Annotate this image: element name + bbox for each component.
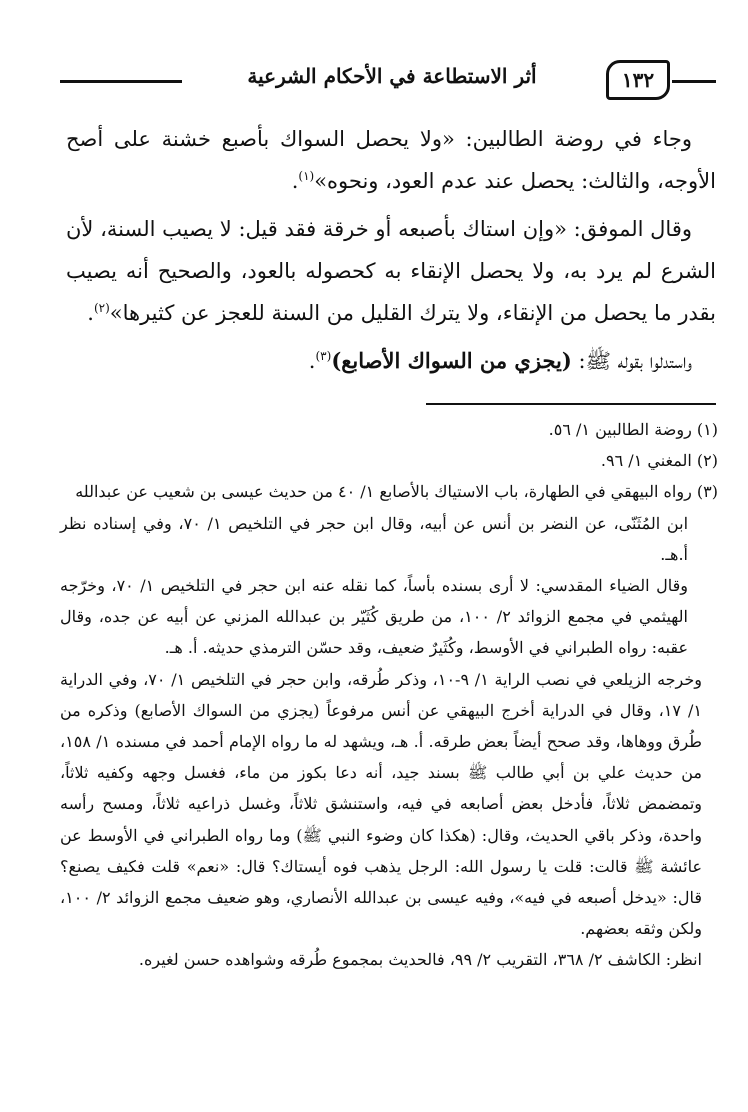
- paragraph-1-line-1: وجاء في روضة الطالبين: «ولا يحصل السواك بأصبع خشنة على أصح الأوجه،: [66, 127, 716, 193]
- paragraph-3: واستدلوا بقوله ﷺ: (يجزي من السواك الأصابع)$^{(٣)}$.: [308, 348, 692, 373]
- footnote-ref-3: (٣): [315, 349, 332, 363]
- footnote-1: (١) روضة الطالبين ١/ ٥٦.: [548, 420, 718, 439]
- paragraph-2: وقال الموفق: «وإن استاك بأصبعه أو خرقة فقد قيل: لا يصيب السنة، لأن الشرع لم يرد به، ولا يحصل الإنقاء به كحصوله بالعود، والصحيح أنه يصيب بقدر ما يحصل من الإنقاء، ولا يترك القليل من السنة للعجز عن كثيرها»$^{(٢)}$.: [66, 217, 716, 325]
- paragraph-3-text: واستدلوا بقوله ﷺ:: [571, 349, 692, 373]
- footnote-ref-2: (٢): [93, 301, 110, 315]
- paragraph-1: وجاء في روضة الطالبين: «ولا يحصل السواك بأصبع خشنة على أصح الأوجه، والثالث: يحصل عند عدم العود، ونحوه»$^{(١)}$.: [66, 127, 716, 193]
- header-rule-left: [60, 80, 182, 83]
- footnote-3-line-1: (٣) رواه البيهقي في الطهارة، باب الاستياك بالأصابع ١/ ٤٠ من حديث عيسى بن شعيب عن عبدالله: [75, 482, 718, 502]
- footnote-3-para-2: وقال الضياء المقدسي: لا أرى بسنده بأساً، كما نقله عنه ابن حجر في التلخيص ١/ ٧٠، وخرّجه الهيثمي في مجمع الزوائد ٢/ ١٠٠، من طريق كُثَيّر بن عبدالله المزني عن أبيه عن جده، وقال عقبه: رواه الطبراني في الأوسط، وكُثَيرٌ ضعيف، وقد حسّن الترمذي حديثه. أ. هـ.: [60, 576, 688, 658]
- hadith-quote: (يجزي من السواك الأصابع): [331, 348, 572, 373]
- footnote-3-line-2: ابن المُثَنّى، عن النضر بن أنس عن أبيه، وقال ابن حجر في التلخيص ١/ ٧٠، وفي إسناده نظر أ.هـ.: [60, 513, 689, 564]
- page-number-badge: ١٣٢: [606, 60, 670, 100]
- paragraph-2-text: وقال الموفق: «وإن استاك بأصبعه أو خرقة فقد قيل: لا يصيب السنة، لأن الشرع لم يرد به، ولا يحصل الإنقاء به كحصوله بالعود، والصحيح أنه يصيب بقدر ما يحصل من الإنقاء، ولا يترك القليل من السنة للعجز عن كثيرها»: [66, 217, 716, 325]
- page-header: [60, 60, 716, 100]
- footnote-separator: [426, 403, 716, 405]
- footnote-3-para-3: وخرجه الزيلعي في نصب الراية ١/ ٩-١٠، وذكر طُرقه، وابن حجر في التلخيص ١/ ٧٠، وفي الدراية ١/ ١٧، وقال في الدراية أخرج البيهقي عن أنس مرفوعاً (يجزي من السواك الأصابع) وذكره من طُرق ووهاها، وقد صحح أيضاً بعض طرقه. أ. هـ، ويشهد له ما رواه الإمام أحمد في مسنده ١/ ١٥٨، من حديث علي بن أبي طالب ﷺ بسند جيد، أنه دعا بكوز من ماء، فغسل وجهه وكفيه ثلاثاً، وتمضمض ثلاثاً، فأدخل بعض أصابعه في فيه، واستنشق ثلاثاً، وغسل ذراعيه ثلاثاً، ومسح رأسه واحدة، وذكر باقي الحديث، وقال: (هكذا كان وضوء النبي ﷺ) وما رواه الطبراني في الأوسط عن عائشة ﷺ قالت: قلت يا رسول الله: الرجل يذهب فوه أيستاك؟ قال: «نعم» قلت فكيف يصنع؟ قال: «يدخل أصبعه في فيه»، وفيه عيسى بن عبدالله الأنصاري، وهو ضعيف مجمع الزوائد ٢/ ١٠٠، ولكن وثقه بعضهم.: [60, 669, 703, 939]
- footnotes: [60, 414, 718, 976]
- running-title: أثر الاستطاعة في الأحكام الشرعية: [247, 64, 537, 88]
- main-text: [66, 118, 716, 388]
- footnote-ref-1: (١): [298, 169, 315, 183]
- footnote-2: (٢) المغني ١/ ٩٦.: [600, 451, 718, 471]
- footnote-3-para-4: انظر: الكاشف ٢/ ٣٦٨، التقريب ٢/ ٩٩، فالحديث بمجموع طُرقه وشواهده حسن لغيره.: [138, 950, 702, 970]
- paragraph-1-line-2: والثالث: يحصل عند عدم العود، ونحوه»: [314, 169, 651, 193]
- header-rule-right: [672, 80, 716, 83]
